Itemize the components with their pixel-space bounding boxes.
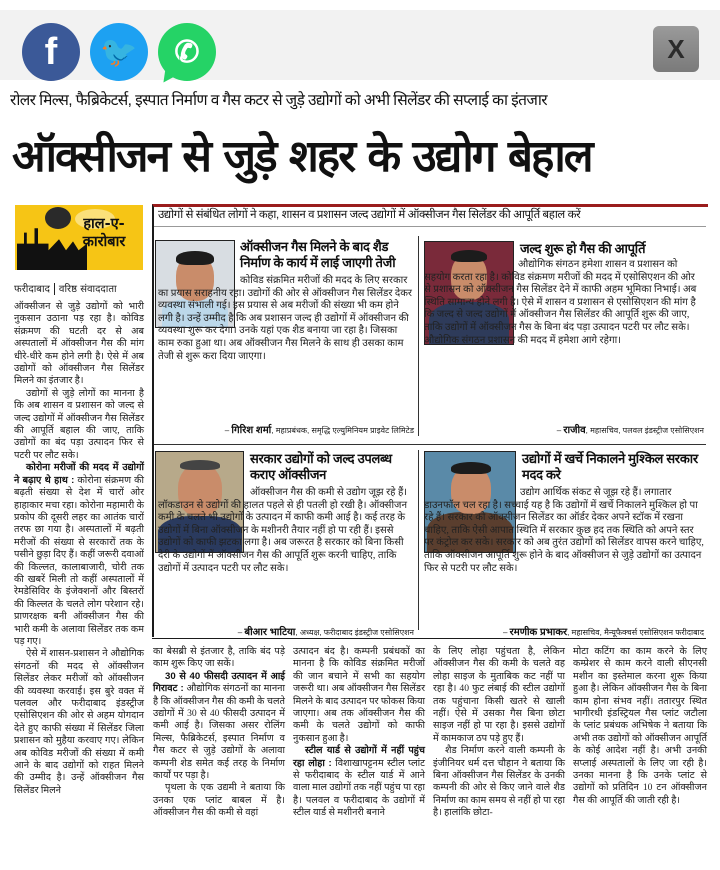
- paragraph: [153, 671, 285, 783]
- quote-signature: – बीआर भाटिया, अध्यक्ष, फरीदाबाद इंडस्ट्रीज एसोसिएशन: [237, 627, 414, 638]
- quote-name: बीआर भाटिया: [244, 627, 296, 638]
- paragraph-text: कोरोना संक्रमण की बढ़ती संख्या से देश में चारों ओर हाहाकार मचा रहा। कोरोना महामारी के प्रकोप की दूसरी लहर का आतंक चारों तरफ छा गया है। अस्पतालों में बढ़ती मरीजों की संख्या से सरकारों तक के पसीने छुड़ा दिए हैं। कहीं जरूरी दवाओं की किल्लत, कालाबाजारी, चोरी तक की खबरें मिली तो कहीं अस्पतालों में रेमडेसिविर के इंजेक्शनों और बिस्तरों की किल्लत के चलते लोग परेशान रहे। प्राणरक्षक बनी ऑक्सीजन गैस की भारी कमी के अलावा सिलेंडर तक कम पड़ गए।: [14, 474, 144, 647]
- logo-line-1: हाल-ए-: [83, 216, 125, 232]
- quote-title: ऑक्सीजन गैस मिलने के बाद शैड निर्माण के कार्य में लाई जाएगी तेजी: [240, 239, 396, 270]
- twitter-icon[interactable]: 🐦: [90, 23, 148, 81]
- divider: [154, 226, 706, 227]
- subheading: कोरोना मरीजों की मदद में उद्योगों ने बढ़ाए थे हाथ :: [14, 462, 144, 486]
- subheading: स्टील यार्ड से उद्योगों में नहीं पहुंच रहा लोहा :: [293, 745, 425, 769]
- article-column-1: [14, 301, 144, 797]
- article-column-5: [573, 646, 707, 807]
- whatsapp-icon[interactable]: ✆: [158, 23, 216, 81]
- quote-signature: – राजीव, महासचिव, पलवल इंडस्ट्रीज एसोसिएशन: [556, 425, 704, 436]
- quote-role: महासचिव, मैन्यूफैक्चर्स एसोसिएशन फरीदाबाद: [571, 628, 704, 637]
- paragraph: मोटा कटिंग का काम करने के लिए कम्प्रेशर से काम करने वाली सीएनसी मशीन का इस्तेमाल करना शुरू किया हुआ है। लेकिन ऑक्सीजन गैस के बिना काम होना संभव नहीं। ततारपुर स्थित भागीरथी इंडस्ट्रियल गैस प्लांट जटौला के प्लांट प्रबंधक अभिषेक ने बताया कि अभी तक उद्योगों को ऑक्सीजन आपूर्ति के कोई आदेश नहीं है। अभी उनकी सप्लाई अस्पतालों के लिए जा रही है। उनका मानना है कि उनके प्लांट से उद्योगों को प्रतिदिन 10 टन ऑक्सीजन गैस की आपूर्ति की जाती रही है।: [573, 646, 707, 806]
- paragraph-text: विशाखापट्टनम स्टील प्लांट से फरीदाबाद के स्टील यार्ड में आने वाला माल उद्योगों तक नहीं पहुंच पा रहा है। पलवल व फरीदाबाद के उद्योगों में स्टील यार्ड से मशीनरी बनाने: [293, 757, 425, 819]
- divider: [418, 450, 419, 630]
- paragraph: पृथला के एक उद्यमी ने बताया कि उनका एक प्लांट बाबल में है। ऑक्सीजन गैस की कमी से वहां: [153, 782, 285, 819]
- paragraph-text: औद्योगिक संगठनों का मानना है कि ऑक्सीजन गैस की कमी के चलते उद्योगों में 30 से 40 फीसदी उत्पादन में कमी आई है। जिसका असर रोलिंग मिल्स, फैब्रिकेटर्स, इस्पात निर्माण व गैस कटर से जुड़े उद्योगों के अलावा कम्पनी शेड समेत कई तरह के निर्माण कार्यों पर पड़ा है।: [153, 683, 285, 782]
- quote-signature: – रमणीक प्रभाकर, महासचिव, मैन्यूफैक्चर्स एसोसिएशन फरीदाबाद: [502, 627, 704, 638]
- quote-text: ऑक्सीजन गैस की कमी से उद्योग जूझ रहे हैं। लॉकडाउन से उद्योगों की हालत पहले से ही पतली हो रखी है। ऑक्सीजन कमी के चलते भी उद्योगों के उत्पादन में काफी कमी आई है। कई तरह के उद्योगों में बिना ऑक्सीजन के मशीनरी तैयार नहीं हो पा रही हैं। इससे उद्योगों को काफी झटका लगा है। अब जरूरत है सरकार को बिना किसी देरी के उद्योगों में ऑक्सीजन गैस की आपूर्ति शुरू करनी चाहिए, ताकि उद्योगों में उत्पादन पटरी पर लौट सके।: [158, 487, 408, 574]
- close-button[interactable]: X: [653, 26, 699, 72]
- quote-text: कोविड संक्रमित मरीजों की मदद के लिए सरकार का प्रयास सराहनीय रहा। उद्योगों की ओर से ऑक्सीजन गैस सिलेंडर देकर व्यवस्था संभाली गई। इस प्रयास से अब मरीजों की संख्या भी कम होने लगी है। उन्हें उम्मीद है कि अब प्रशासन जल्द ही उद्योगों में ऑक्सीजन की व्यवस्था शुरू कर देगा। उनके यहां एक शैड बनाया जा रहा है। जिसका काम रुका हुआ था। अब ऑक्सीजन गैस मिलने के साथ ही उसका काम तेजी से शुरू करा दिया जाएगा।: [158, 275, 412, 362]
- quote-text: उद्योग आर्थिक संकट से जूझ रहे हैं। लगातार डाउनफॉल चल रहा है। सच्चाई यह है कि उद्योगों में खर्चे निकालने मुश्किल हो पा रहे हैं। सरकार को ऑक्सीजन सिलेंडर का ऑर्डर देकर अपने स्टॉक में रखना चाहिए, ताकि ऐसी आपात स्थिति में सरकार कुछ हद तक स्थिति को अपने स्तर पर कंट्रोल कर सके। सरकार को अब तुरंत उद्योगों को सिलेंडर वापस करने चाहिए, ताकि ऑक्सीजन आपूर्ति शुरू होने के बाद ऑक्सीजन से जुड़े उद्योगों का उत्पादन फिर से पटरी पर लौट सके।: [424, 487, 704, 574]
- paragraph: ऐसे में शासन-प्रशासन ने औद्योगिक संगठनों की मदद से ऑक्सीजन सिलेंडर लेकर मरीजों को ऑक्सीजन की व्यवस्था करवाई। इस बुरे वक्त में पलवल और फरीदाबाद इंडस्ट्रीज एसोसिएशन की ओर से अहम योगदान देते हुए काफी संख्या में सिलेंडर जिला प्रशासन को मुहैया करवाए गए। लेकिन अब कोविड मरीजों की संख्या में कमी आने के बाद उद्योगों को राहत मिलने की उम्मीद है। उन्हें ऑक्सीजन गैस सिलेंडर मिलने: [14, 648, 144, 796]
- divider: [418, 236, 419, 436]
- quote-name: गिरिश शर्मा: [231, 425, 272, 436]
- article-headline: ऑक्सीजन से जुड़े शहर के उद्योग बेहाल: [12, 131, 592, 182]
- paragraph: उद्योगों से जुड़े लोगों का मानना है कि अब शासन व प्रशासन को जल्द से जल्द उद्योगों में ऑक्सीजन गैस सिलेंडर की आपूर्ति बहाल की जाए, ताकि उद्योगों का बंद पड़ा उत्पादन फिर से पटरी पर लौट सके।: [14, 387, 144, 461]
- section-logo: [15, 205, 143, 270]
- quote-role: अध्यक्ष, फरीदाबाद इंडस्ट्रीज एसोसिएशन: [299, 628, 414, 637]
- paragraph: के लिए लोहा पहुंचता है, लेकिन ऑक्सीजन गैस की कमी के चलते वह लोहा साइज के मुताबिक कट नहीं पा रहा है। 40 फुट लंबाई की स्टील उद्योगों तक पहुंचाना किसी खतरे से खाली नहीं। ऐसे में उसका गैस बिना छोटा साइज नहीं हो पा रहा है। इससे उद्योगों में कामकाज ठप पड़े हुए हैं।: [433, 646, 565, 744]
- quote-role: महासचिव, पलवल इंडस्ट्रीज एसोसिएशन: [590, 426, 704, 435]
- quote-signature: – गिरिश शर्मा, महाप्रबंधक, समृद्धि एल्युमिनियम प्राइवेट लिमिटेड: [224, 425, 414, 436]
- paragraph: शैड निर्माण करने वाली कम्पनी के इंजीनियर धर्म दत्त चौहान ने बताया कि बिना ऑक्सीजन गैस सिलेंडर के उनकी कम्पनी की ओर से किए जाने वाले शैड निर्माण का काम समय से नहीं हो पा रहा है। हालांकि छोटा-: [433, 745, 565, 819]
- facebook-icon[interactable]: f: [22, 23, 80, 81]
- divider: [154, 444, 706, 445]
- article-column-3: [293, 646, 425, 820]
- quote-role: महाप्रबंधक, समृद्धि एल्युमिनियम प्राइवेट लिमिटेड: [275, 426, 414, 435]
- article-column-2: [153, 646, 285, 820]
- quote-title: सरकार उद्योगों को जल्द उपलब्ध कराए ऑक्सीजन: [250, 451, 392, 482]
- quote-text: औद्योगिक संगठन हमेशा शासन व प्रशासन को सहयोग करता रहा है। कोविड संक्रमण मरीजों की मदद में एसोसिएशन की ओर से प्रशासन को ऑक्सीजन गैस सिलेंडर देने में काफी अहम भूमिका निभाई। अब स्थिति सामान्य होने लगी है। ऐसे में शासन व प्रशासन से एसोसिएशन की मांग है कि जल्द से जल्द उद्योगों में ऑक्सीजन गैस सिलेंडर की आपूर्ति शुरू की जाए, ताकि उद्योगों में ऑक्सीजन गैस के बिना बंद पड़ा उत्पादन पटरी पर लौट सके। औद्योगिक संगठन प्रशासन की मदद में हमेशा आगे रहेगा।: [424, 259, 697, 346]
- article-kicker: रोलर मिल्स, फैब्रिकेटर्स, इस्पात निर्माण व गैस कटर से जुड़े उद्योगों को अभी सिलेंडर की सप्लाई का इंतजार: [10, 92, 548, 109]
- quote-name: राजीव: [563, 425, 586, 436]
- subheading: 30 से 40 फीसदी उत्पादन में आई गिरावट :: [153, 670, 285, 695]
- quote-title: जल्द शुरू हो गैस की आपूर्ति: [520, 241, 646, 256]
- paragraph: का बेसब्री से इंतजार है, ताकि बंद पड़े काम शुरू किए जा सकें।: [153, 646, 285, 670]
- byline-reporter: वरिष्ठ संवाददाता: [58, 284, 117, 295]
- logo-title: [71, 215, 137, 251]
- article-column-4: [433, 646, 565, 820]
- share-bar: [0, 10, 720, 80]
- quote-title: उद्योगों में खर्चे निकालने मुश्किल सरकार मदद करे: [522, 451, 698, 482]
- logo-smoke: [45, 207, 71, 229]
- logo-line-2: कारोबार: [82, 234, 126, 250]
- quotes-box-subhead: उद्योगों से संबंधित लोगों ने कहा, शासन व प्रशासन जल्द उद्योगों में ऑक्सीजन गैस सिलेंडर की आपूर्ति बहाल करें: [158, 209, 581, 221]
- paragraph: उत्पादन बंद है। कम्पनी प्रबंधकों का मानना है कि कोविड संक्रमित मरीजों की जान बचाने में सभी का सहयोग जरूरी था। अब ऑक्सीजन गैस सिलेंडर मिलने के बाद उत्पादन पर फोकस किया जाएगा। अब तक ऑक्सीजन गैस की कमी के चलते उद्योगों को काफी नुकसान हुआ है।: [293, 646, 425, 744]
- quote-name: रमणीक प्रभाकर: [509, 627, 568, 638]
- byline-separator: [54, 283, 55, 295]
- paragraph: [293, 745, 425, 819]
- byline-city: फरीदाबाद: [14, 284, 50, 295]
- divider: [152, 638, 706, 639]
- paragraph: ऑक्सीजन से जुड़े उद्योगों को भारी नुकसान उठाना पड़ रहा है। कोविड संक्रमण की घटती दर से अब अस्पतालों में ऑक्सीजन गैस की मांग धीरे-धीरे कम होने लगी है। ऐसे में अब उद्योगों को ऑक्सीजन गैस सिलेंडर मिलने का इंतजार है।: [14, 301, 144, 387]
- paragraph: [14, 462, 144, 648]
- byline: [14, 281, 117, 295]
